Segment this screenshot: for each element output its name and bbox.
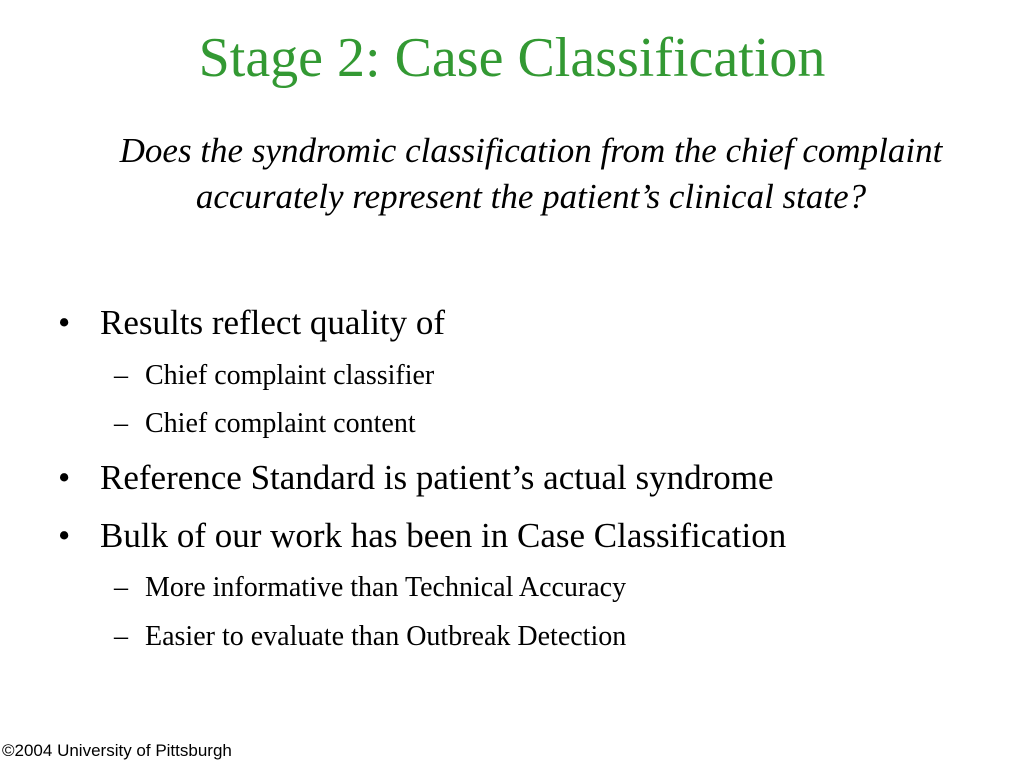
bullet-marker: • — [58, 458, 71, 497]
bullet-marker: • — [58, 303, 71, 342]
subitem-text: Chief complaint content — [145, 408, 416, 439]
bullet-marker: • — [58, 516, 71, 555]
subitem-text: Chief complaint classifier — [145, 360, 435, 391]
dash-marker: – — [114, 360, 128, 391]
subitem-text: More informative than Technical Accuracy — [145, 572, 627, 603]
copyright-footer: ©2004 University of Pittsburgh — [2, 741, 232, 760]
dash-marker: – — [114, 408, 128, 439]
bullet-text: Bulk of our work has been in Case Classification — [100, 516, 787, 555]
dash-marker: – — [114, 572, 128, 603]
bullet-text: Results reflect quality of — [100, 303, 446, 342]
subitem-text: Easier to evaluate than Outbreak Detection — [145, 621, 627, 652]
slide-title: Stage 2: Case Classification — [198, 27, 826, 89]
bullet-text: Reference Standard is patient’s actual syndrome — [100, 458, 774, 497]
dash-marker: – — [114, 621, 128, 652]
guiding-question: Does the syndromic classification from the chief complaint accurately represent the patient’s clinical state? — [119, 131, 943, 216]
